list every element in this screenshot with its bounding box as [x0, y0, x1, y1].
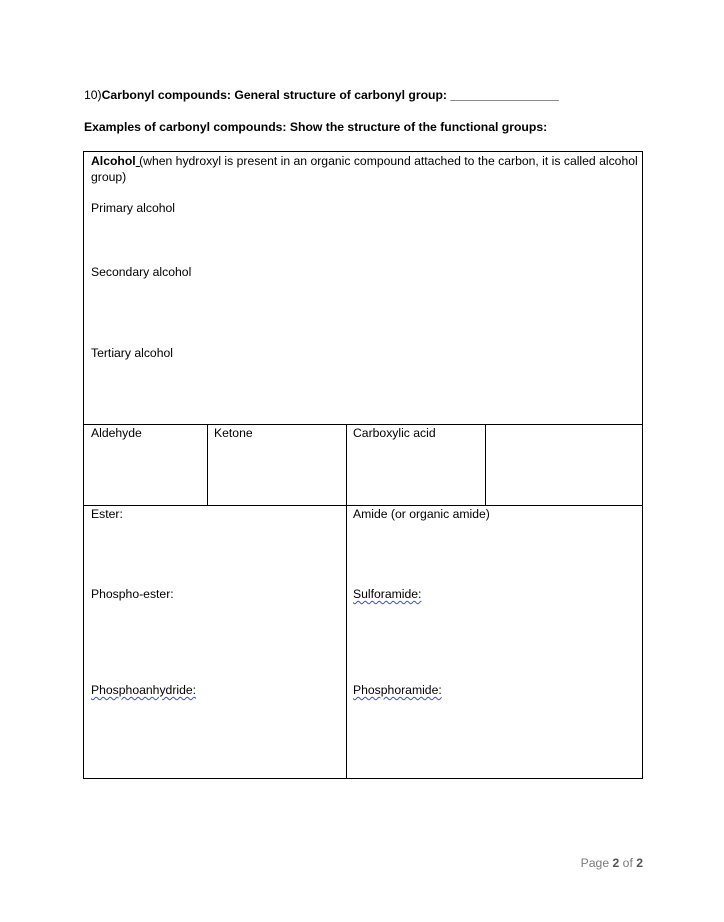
page-current: 2: [612, 856, 620, 870]
amide-label: Amide (or organic amide): [353, 507, 490, 521]
alcohol-description: [91, 153, 639, 185]
page-number: [581, 856, 643, 870]
question-heading: [84, 88, 559, 102]
question-title: Carbonyl compounds: General structure of carbonyl group: ________________: [101, 88, 559, 102]
alcohol-description-cont: group): [91, 170, 127, 184]
phosphoanhydride-label: Phosphoanhydride:: [91, 683, 197, 697]
alcohol-label: Alcohol: [91, 154, 136, 168]
table-col-divider-1: [207, 424, 208, 505]
ester-label: Ester:: [91, 507, 123, 521]
sulforamide-label: Sulforamide:: [353, 587, 422, 601]
page-total: 2: [636, 856, 643, 870]
table-col-divider-3: [485, 424, 486, 505]
aldehyde-label: Aldehyde: [91, 426, 142, 440]
ketone-label: Ketone: [214, 426, 253, 440]
alcohol-paren: (: [135, 154, 144, 168]
functional-groups-table: [83, 151, 643, 779]
phosphoramide-label: Phosphoramide:: [353, 683, 442, 697]
secondary-alcohol-label: Secondary alcohol: [91, 265, 192, 279]
phospho-ester-label: Phospho-ester:: [91, 587, 174, 601]
tertiary-alcohol-label: Tertiary alcohol: [91, 346, 173, 360]
carboxylic-acid-label: Carboxylic acid: [353, 426, 436, 440]
page-of: of: [619, 856, 637, 870]
primary-alcohol-label: Primary alcohol: [91, 201, 175, 215]
alcohol-description-text: when hydroxyl is present in an organic compound attached to the carbon, it is called alcohol: [143, 154, 638, 168]
table-col-divider-2: [346, 424, 347, 778]
examples-heading: Examples of carbonyl compounds: Show the structure of the functional groups:: [84, 120, 548, 134]
page-prefix: Page: [580, 856, 613, 870]
question-number: 10): [84, 88, 102, 102]
